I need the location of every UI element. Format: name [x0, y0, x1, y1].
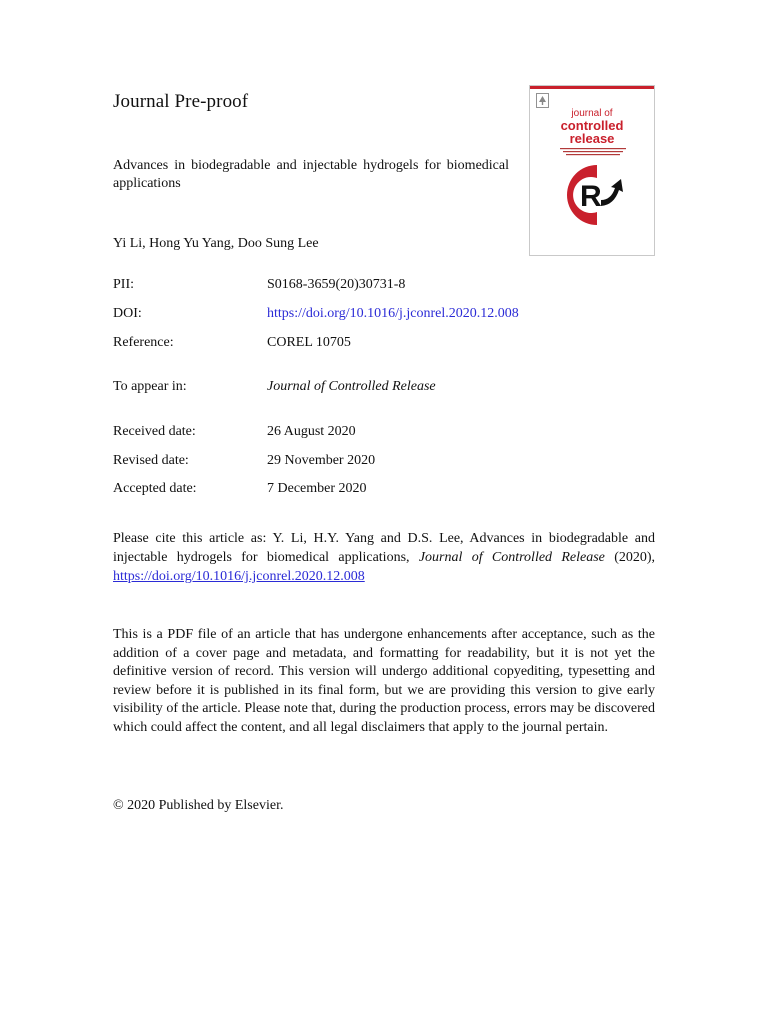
article-title: Advances in biodegradable and injectable hydrogels for biomedical applications	[113, 158, 509, 191]
pii-label: PII:	[113, 277, 134, 292]
reference-value: COREL 10705	[267, 335, 351, 350]
accepted-date-label: Accepted date:	[113, 481, 197, 496]
appear-in-label: To appear in:	[113, 379, 187, 394]
accepted-date-value: 7 December 2020	[267, 481, 367, 496]
appear-in-row	[113, 379, 673, 399]
cover-title-line1: journal of	[571, 108, 613, 119]
pii-value: S0168-3659(20)30731-8	[267, 277, 406, 292]
cover-cr-emblem-icon	[557, 162, 629, 228]
cover-emblem-letter: R	[580, 180, 602, 213]
cover-title-line3: release	[569, 131, 615, 146]
revised-date-row	[113, 453, 673, 473]
publisher-tree-logo-icon	[536, 93, 549, 108]
revised-date-value: 29 November 2020	[267, 453, 376, 468]
article-authors: Yi Li, Hong Yu Yang, Doo Sung Lee	[113, 236, 319, 251]
copyright-notice: © 2020 Published by Elsevier.	[113, 798, 284, 813]
citation-year: (2020),	[614, 550, 656, 565]
citation-prefix: Please cite this article as: Y. Li, H.Y. Yang and D.S. Lee, Advances in biodegradable and injectable hydrogels for biomedical applications,	[113, 531, 655, 565]
disclaimer-paragraph: This is a PDF file of an article that has undergone enhancements after acceptance, such as the addition of a cover page and metadata, and formatting for readability, but it is not yet the definitive version of record. This version will undergo additional copyediting, typesetting and review before it is published in its final form, but we are providing this version to give early visibility of the article. Please note that, during the production process, errors may be discovered which could affect the content, and all legal disclaimers that apply to the journal pertain.	[113, 627, 655, 735]
appear-in-value: Journal of Controlled Release	[267, 379, 436, 394]
pii-row	[113, 277, 673, 297]
reference-label: Reference:	[113, 335, 174, 350]
cover-title-line2: controlled	[560, 118, 624, 133]
journal-pre-proof-label: Journal Pre-proof	[113, 91, 249, 112]
cover-subtitle-text-lines	[560, 148, 626, 158]
cover-top-bar	[530, 86, 654, 89]
accepted-date-row	[113, 481, 673, 501]
received-date-row	[113, 424, 673, 444]
received-date-value: 26 August 2020	[267, 424, 356, 439]
journal-cover-image	[529, 85, 655, 256]
doi-label: DOI:	[113, 306, 142, 321]
doi-row	[113, 306, 673, 326]
reference-row	[113, 335, 673, 355]
citation-journal: Journal of Controlled Release	[418, 550, 605, 565]
citation-doi-link[interactable]: https://doi.org/10.1016/j.jconrel.2020.12.008	[113, 569, 365, 584]
citation-paragraph	[113, 529, 655, 586]
revised-date-label: Revised date:	[113, 453, 189, 468]
received-date-label: Received date:	[113, 424, 196, 439]
doi-link[interactable]: https://doi.org/10.1016/j.jconrel.2020.12.008	[267, 306, 519, 321]
